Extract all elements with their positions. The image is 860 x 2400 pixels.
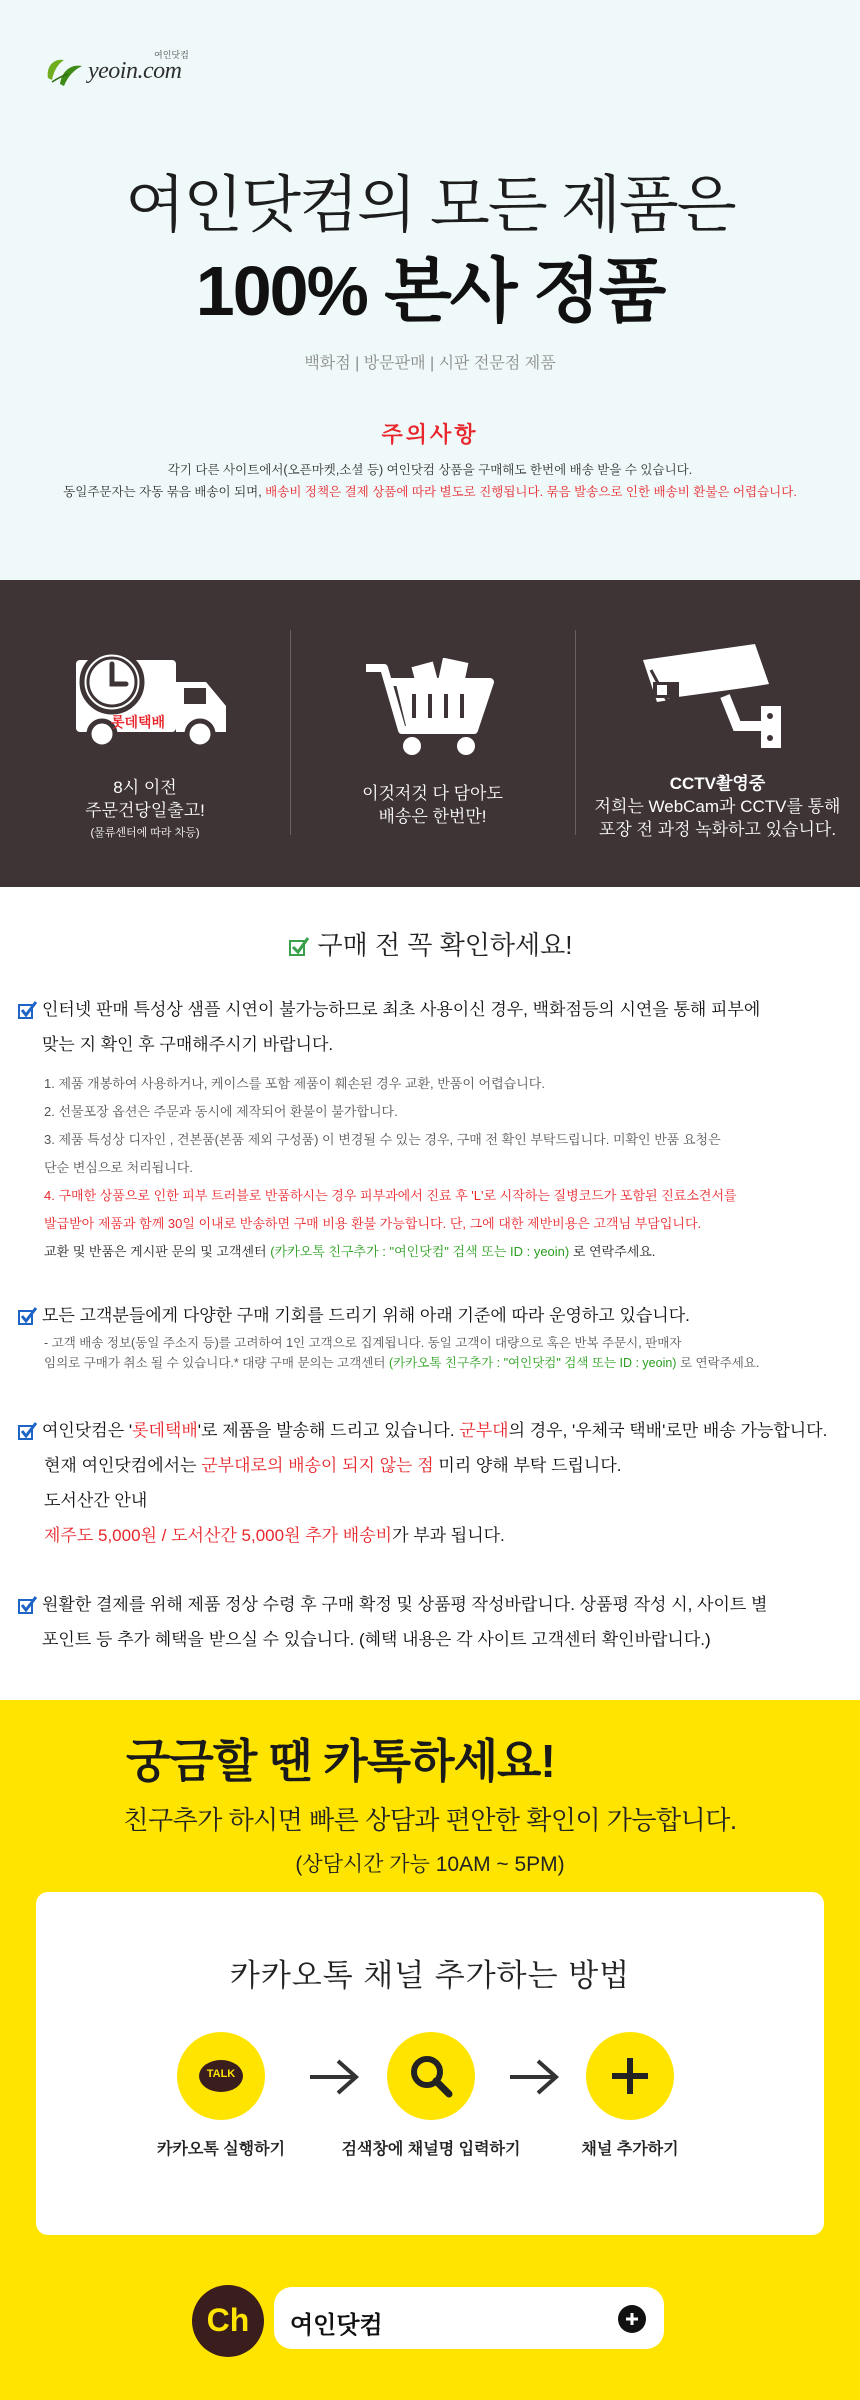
checklist-title-text: 구매 전 꼭 확인하세요! [317, 930, 573, 960]
step-circle [586, 2032, 674, 2120]
heading-line: 포인트 등 추가 혜택을 받으실 수 있습니다. (혜택 내용은 각 사이트 고객센터 확인바랍니다.) [42, 1630, 711, 1649]
heading-line: 원활한 결제를 위해 제품 정상 수령 후 구매 확정 및 상품평 작성바랍니다. 상품평 작성 시, 사이트 별 [42, 1595, 768, 1614]
channel-name: 여인닷컴 [290, 2312, 383, 2339]
step-add-channel [540, 2032, 720, 2159]
step-label: 채널 추가하기 [581, 2141, 679, 2158]
detail-line: 1. 제품 개봉하여 사용하거나, 케이스를 포함 제품이 훼손된 경우 교환, 반품이 어렵습니다. [44, 1076, 545, 1091]
checklist-title [0, 925, 860, 962]
detail-line [44, 1518, 848, 1553]
detail-text: 임의로 구매가 취소 될 수 있습니다.* 대량 구매 문의는 고객센터 [44, 1356, 389, 1370]
checklist-item-sample [18, 992, 848, 1266]
feature-line: CCTV촬영중 [669, 774, 766, 793]
island-fee: 제주도 5,000원 / 도서산간 5,000원 추가 배송비 [44, 1526, 393, 1545]
heading-line: 인터넷 판매 특성상 샘플 시연이 불가능하므로 최초 사용이신 경우, 백화점등의 시연을 통해 피부에 [42, 1000, 761, 1019]
contact-text: 교환 및 반품은 게시판 문의 및 고객센터 [44, 1244, 271, 1259]
hero-title-line1: 여인닷컴의 모든 제품은 [125, 171, 735, 240]
talk-badge: TALK [206, 2068, 236, 2080]
feature-cctv-text [575, 772, 860, 841]
text: '로 제품을 발송해 드리고 있습니다. [197, 1421, 460, 1440]
detail-line: 3. 제품 특성상 디자인 , 견본품(본품 제외 구성품) 이 변경될 수 있는 경우, 구매 전 확인 부탁드립니다. 미확인 반품 요청은 [44, 1132, 721, 1147]
heading-line: 맞는 지 확인 후 구매해주시기 바랍니다. [42, 1035, 334, 1054]
detail-line-warning: 4. 구매한 상품으로 인한 피부 트러블로 반품하시는 경우 피부과에서 진료 후 'L'로 시작하는 질병코드가 포함된 진료소견서를 [44, 1188, 737, 1203]
notice-title: 주의사항 [381, 422, 479, 447]
step-circle [387, 2032, 475, 2120]
checklist-item-details [18, 1333, 848, 1373]
checklist-item-delivery [18, 1413, 848, 1553]
cctv-camera-icon [637, 640, 787, 750]
checklist-item-heading [18, 1298, 848, 1333]
notice-line2-text: 동일주문자는 자동 묶음 배송이 되며, [63, 485, 266, 499]
feature-fast-shipping [0, 580, 290, 887]
step-search-channel [341, 2032, 521, 2159]
delivery-truck-icon [68, 642, 232, 752]
detail-line: 단순 변심으로 처리됩니다. [44, 1160, 193, 1175]
heading-line: 모든 고객분들에게 다양한 구매 기회를 드리기 위해 아래 기준에 따라 운영하고 있습니다. [42, 1306, 690, 1325]
text: 미리 양해 부탁 드립니다. [433, 1456, 622, 1475]
checklist-item-details [18, 1448, 848, 1553]
checkbox-icon [18, 1422, 38, 1440]
checklist-item-heading [18, 1587, 848, 1657]
kakao-subtitle: 친구추가 하시면 빠른 상담과 편안한 확인이 가능합니다. [123, 1805, 737, 1835]
notice-line2 [0, 482, 860, 500]
kakao-title: 궁금할 땐 카톡하세요! [126, 1735, 555, 1787]
kakao-contact-info: (카카오톡 친구추가 : "여인닷컴" 검색 또는 ID : yeoin) [388, 1356, 677, 1370]
channel-logo-text: Ch [206, 2302, 250, 2338]
detail-line: 2. 선물포장 옵션은 주문과 동시에 제작되어 환불이 불가합니다. [44, 1104, 398, 1119]
courier-name: 롯데택배 [132, 1421, 198, 1440]
feature-line: 배송은 한번만! [378, 807, 487, 826]
detail-text: 로 연락주세요. [676, 1356, 760, 1370]
checkbox-icon [18, 1307, 38, 1325]
detail-line [44, 1353, 848, 1373]
channel-guide-title: 카카오톡 채널 추가하는 방법 [229, 1958, 631, 1993]
checklist-item-heading [18, 1413, 848, 1448]
warning-text: 군부대로의 배송이 되지 않는 점 [201, 1456, 434, 1475]
step-circle [177, 2032, 265, 2120]
hero-title-line2: 100% 본사 정품 [195, 252, 665, 330]
shipping-features-band [0, 580, 860, 887]
checklist-item-review [18, 1587, 848, 1657]
step-label: 검색창에 채널명 입력하기 [341, 2141, 521, 2158]
shopping-cart-icon [362, 658, 502, 758]
contact-text: 로 연락주세요. [569, 1244, 656, 1259]
checkbox-icon [18, 1596, 38, 1614]
channel-guide-card [36, 1892, 824, 2235]
detail-line: - 고객 배송 정보(동일 주소지 등)를 고려하여 1인 고객으로 집계됩니다. 동일 고객이 대량으로 혹은 반복 주문시, 판매자 [44, 1336, 682, 1350]
step-label: 카카오톡 실행하기 [156, 2141, 286, 2158]
detail-line-contact [44, 1238, 848, 1266]
checklist-item-purchase-policy [18, 1298, 848, 1373]
channel-name-pill[interactable] [274, 2287, 664, 2349]
feature-cctv [575, 580, 860, 887]
feature-line: 주문건당일출고! [85, 801, 205, 820]
search-icon [409, 2054, 453, 2098]
hero-section [0, 0, 860, 580]
checklist-item-heading [18, 992, 848, 1062]
feature-fast-shipping-text [0, 776, 290, 845]
detail-line: 도서산간 안내 [44, 1491, 148, 1510]
logo-text: yeoin.com [88, 58, 182, 84]
add-channel-button[interactable] [618, 2305, 646, 2333]
feature-bundle-shipping [290, 580, 575, 887]
kakao-channel-logo [192, 2285, 264, 2357]
plus-icon [624, 2311, 640, 2327]
checklist-item-details [18, 1070, 848, 1266]
site-logo[interactable] [44, 46, 204, 92]
plus-icon [608, 2054, 652, 2098]
detail-line [44, 1448, 848, 1483]
text: 현재 여인닷컴에서는 [44, 1456, 202, 1475]
feature-note: (물류센터에 따라 차등) [90, 827, 200, 839]
text: 가 부과 됩니다. [392, 1526, 505, 1545]
heading-line [42, 1413, 848, 1448]
step-open-kakaotalk [131, 2032, 311, 2159]
feature-line: 8시 이전 [113, 778, 177, 797]
truck-brand-label: 롯데택배 [110, 714, 166, 730]
detail-line-warning: 발급받아 제품과 함께 30일 이내로 반송하면 구매 비용 환불 가능합니다. 단, 그에 대한 제반비용은 고객님 부담입니다. [44, 1216, 702, 1231]
kakao-section [0, 1700, 860, 2400]
notice-line1: 각기 다른 사이트에서(오픈마켓,소셜 등) 여인닷컴 상품을 구매해도 한번에 배송 받을 수 있습니다. [167, 463, 693, 477]
feature-line: 포장 전 과정 녹화하고 있습니다. [598, 820, 837, 839]
kakao-channel-bar[interactable] [192, 2285, 668, 2357]
leaf-icon [44, 52, 86, 88]
hero-subtitle: 백화점 | 방문판매 | 시판 전문점 제품 [304, 355, 556, 372]
check-square-icon [288, 935, 310, 957]
kakao-contact-info: (카카오톡 친구추가 : "여인닷컴" 검색 또는 ID : yeoin) [270, 1244, 570, 1259]
logo-korean-text: 여인닷컴 [154, 50, 189, 60]
military-label: 군부대 [459, 1421, 509, 1440]
text: 의 경우, '우체국 택배'로만 배송 가능합니다. [508, 1421, 828, 1440]
text: 여인닷컴은 ' [42, 1421, 133, 1440]
feature-line: 이것저것 다 담아도 [362, 784, 503, 803]
consult-hours: (상담시간 가능 10AM ~ 5PM) [295, 1853, 565, 1876]
feature-bundle-text [290, 782, 575, 828]
checkbox-icon [18, 1001, 38, 1019]
notice-line2-warning: 배송비 정책은 결제 상품에 따라 별도로 진행됩니다. 묶음 발송으로 인한 배송비 환불은 어렵습니다. [265, 485, 797, 499]
feature-line: 저희는 WebCam과 CCTV를 통해 [594, 797, 841, 816]
